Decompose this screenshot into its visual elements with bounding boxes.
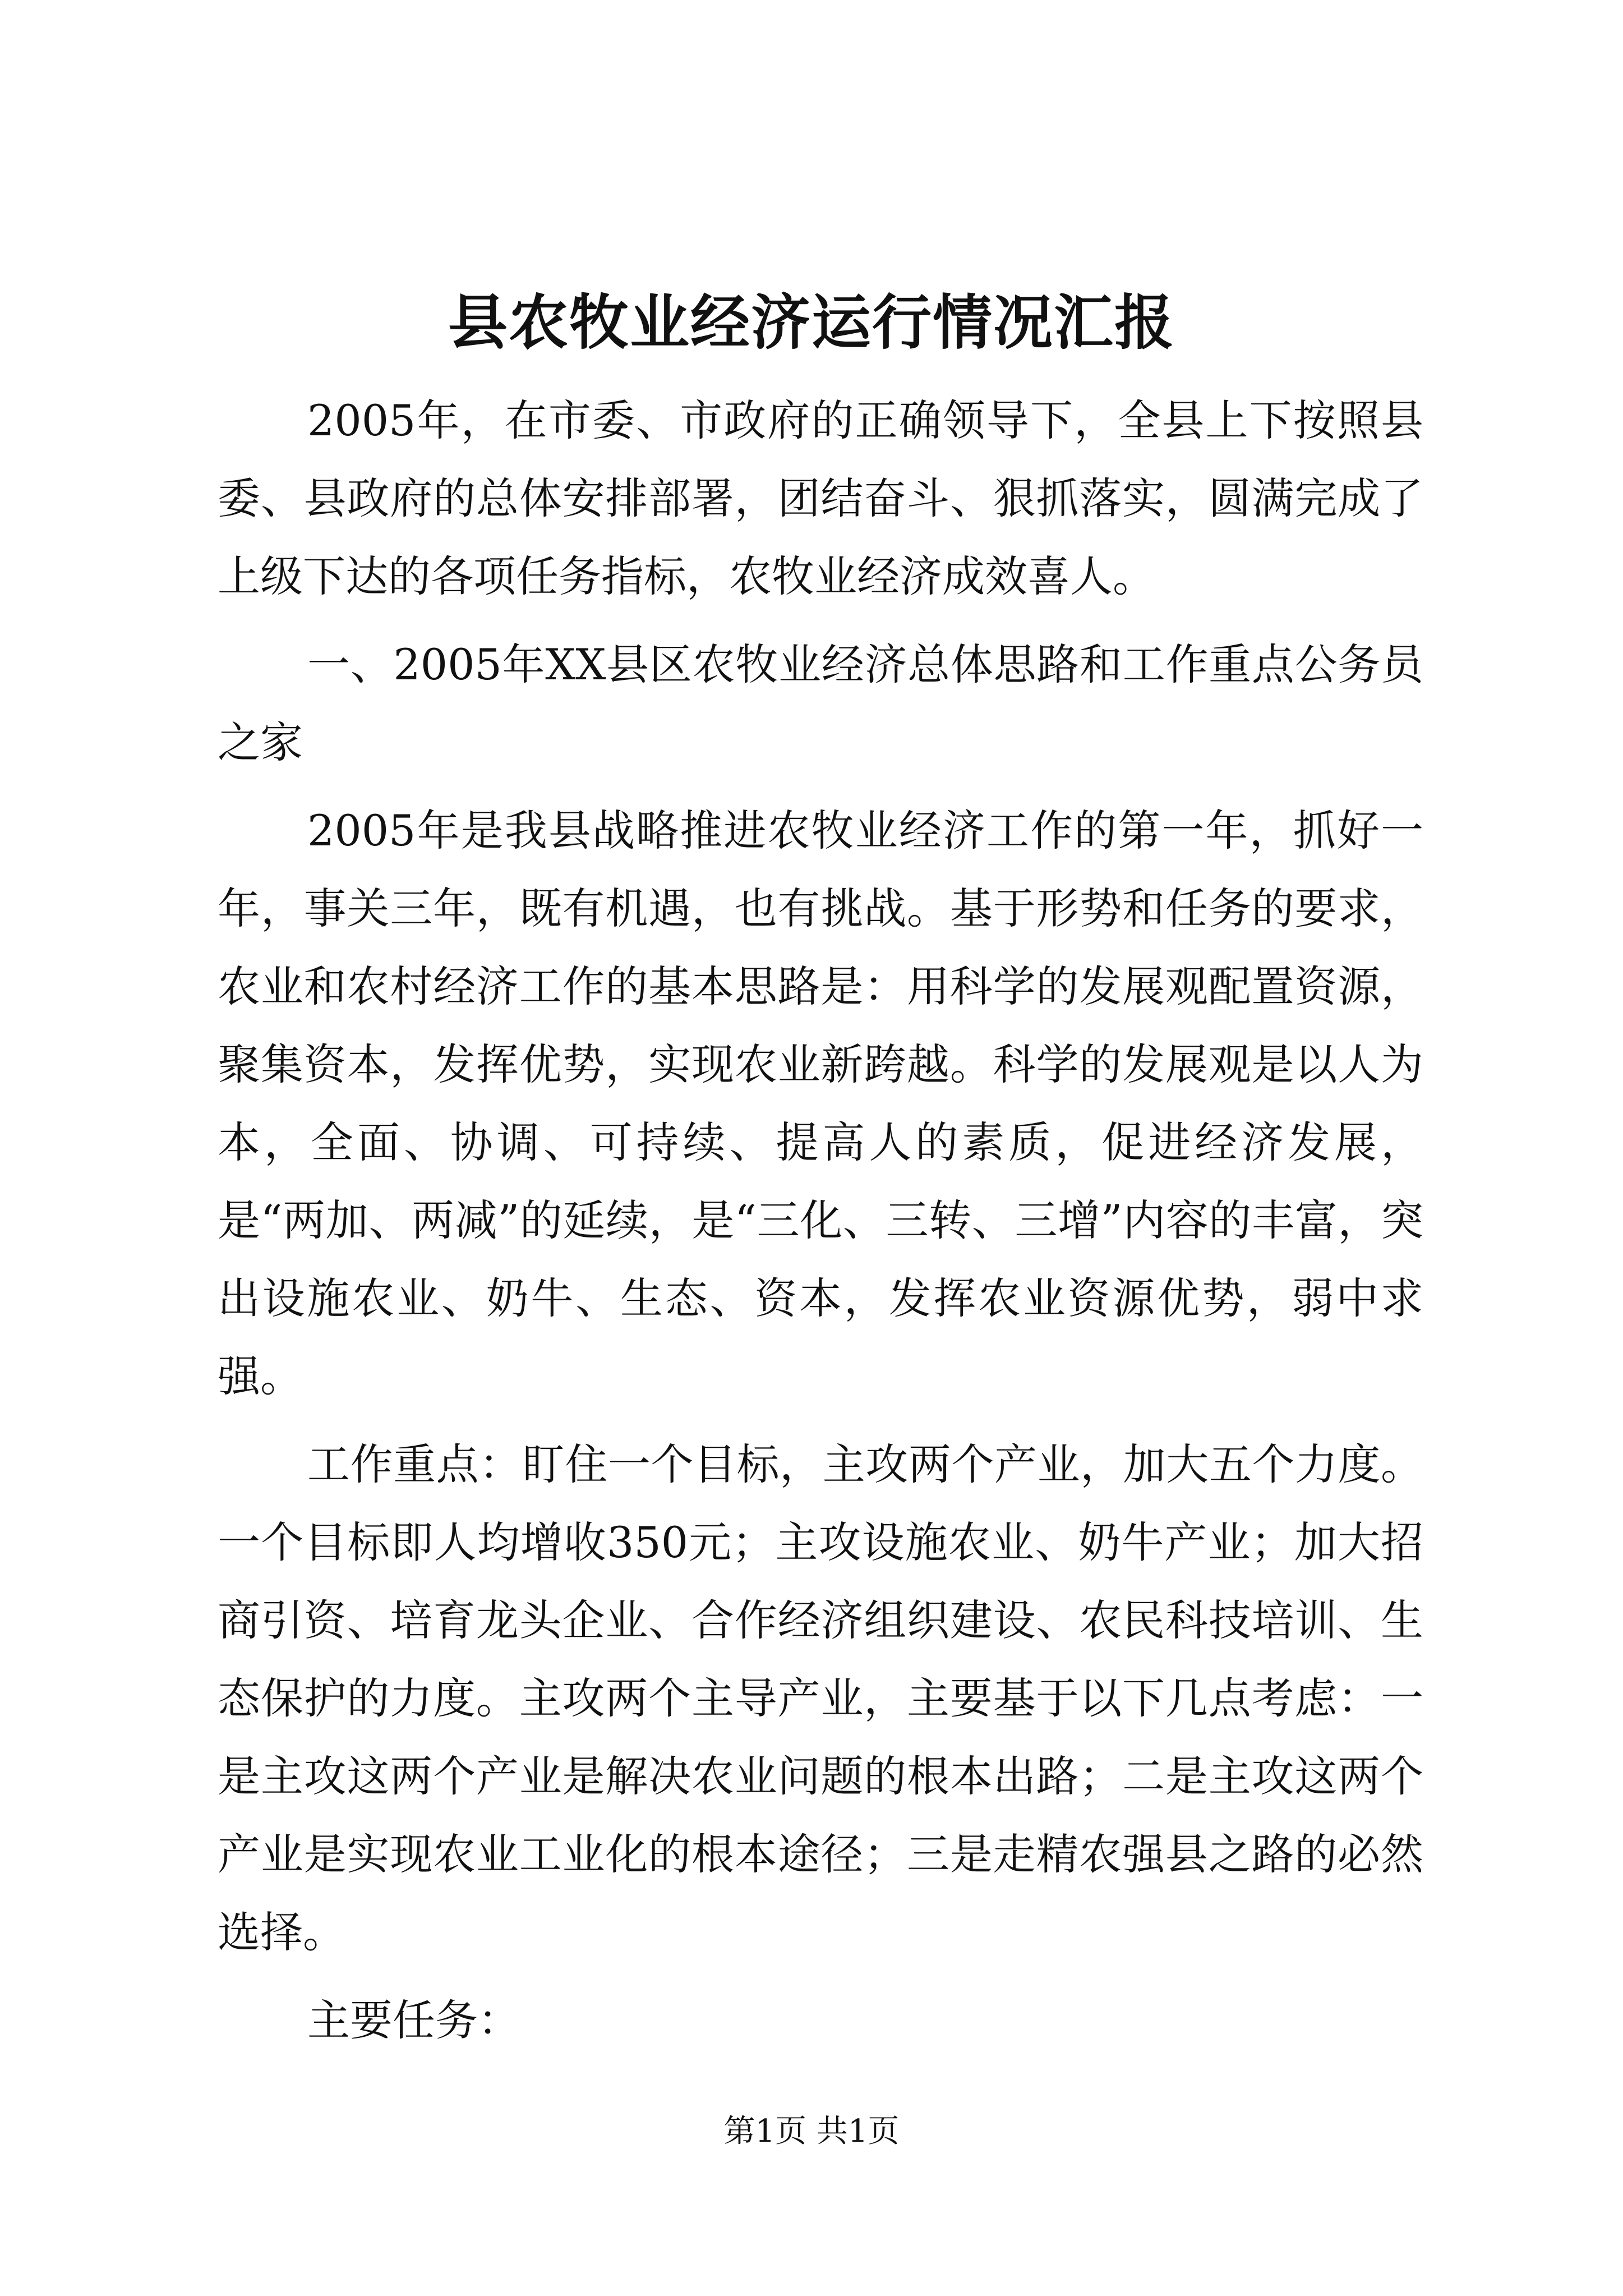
document-title: 县农牧业经济运行情况汇报 — [448, 287, 1175, 357]
paragraph-section-heading: 一、2005年XX县区农牧业经济总体思路和工作重点公务员之家 — [218, 639, 1423, 767]
paragraph-intro: 2005年，在市委、市政府的正确领导下，全县上下按照县委、县政府的总体安排部署，团结奋斗、狠抓落实，圆满完成了上级下达的各项任务指标，农牧业经济成效喜人。 — [218, 395, 1423, 601]
paragraph-overall-approach: 2005年是我县战略推进农牧业经济工作的第一年，抓好一年，事关三年，既有机遇，也有挑战。基于形势和任务的要求，农业和农村经济工作的基本思路是：用科学的发展观配置资源，聚集资本，发挥优势，实现农业新跨越。科学的发展观是以人为本，全面、协调、可持续、提高人的素质，促进经济发展，是“两加、两减”的延续，是“三化、三转、三增”内容的丰富，突出设施农业、奶牛、生态、资本，发挥农业资源优势，弱中求强。 — [218, 806, 1423, 1401]
paragraph-work-focus: 工作重点：盯住一个目标，主攻两个产业，加大五个力度。一个目标即人均增收350元；主攻设施农业、奶牛产业；加大招商引资、培育龙头企业、合作经济组织建设、农民科技培训、生态保护的力度。主攻两个主导产业，主要基于以下几点考虑：一是主攻这两个产业是解决农业问题的根本出路；二是主攻这两个产业是实现农业工业化的根本途径；三是走精农强县之路的必然选择。 — [218, 1439, 1423, 1957]
paragraph-main-tasks: 主要任务： — [307, 1995, 520, 2045]
page-number-footer: 第1页 共1页 — [723, 2113, 900, 2150]
document-body — [218, 381, 1423, 2059]
